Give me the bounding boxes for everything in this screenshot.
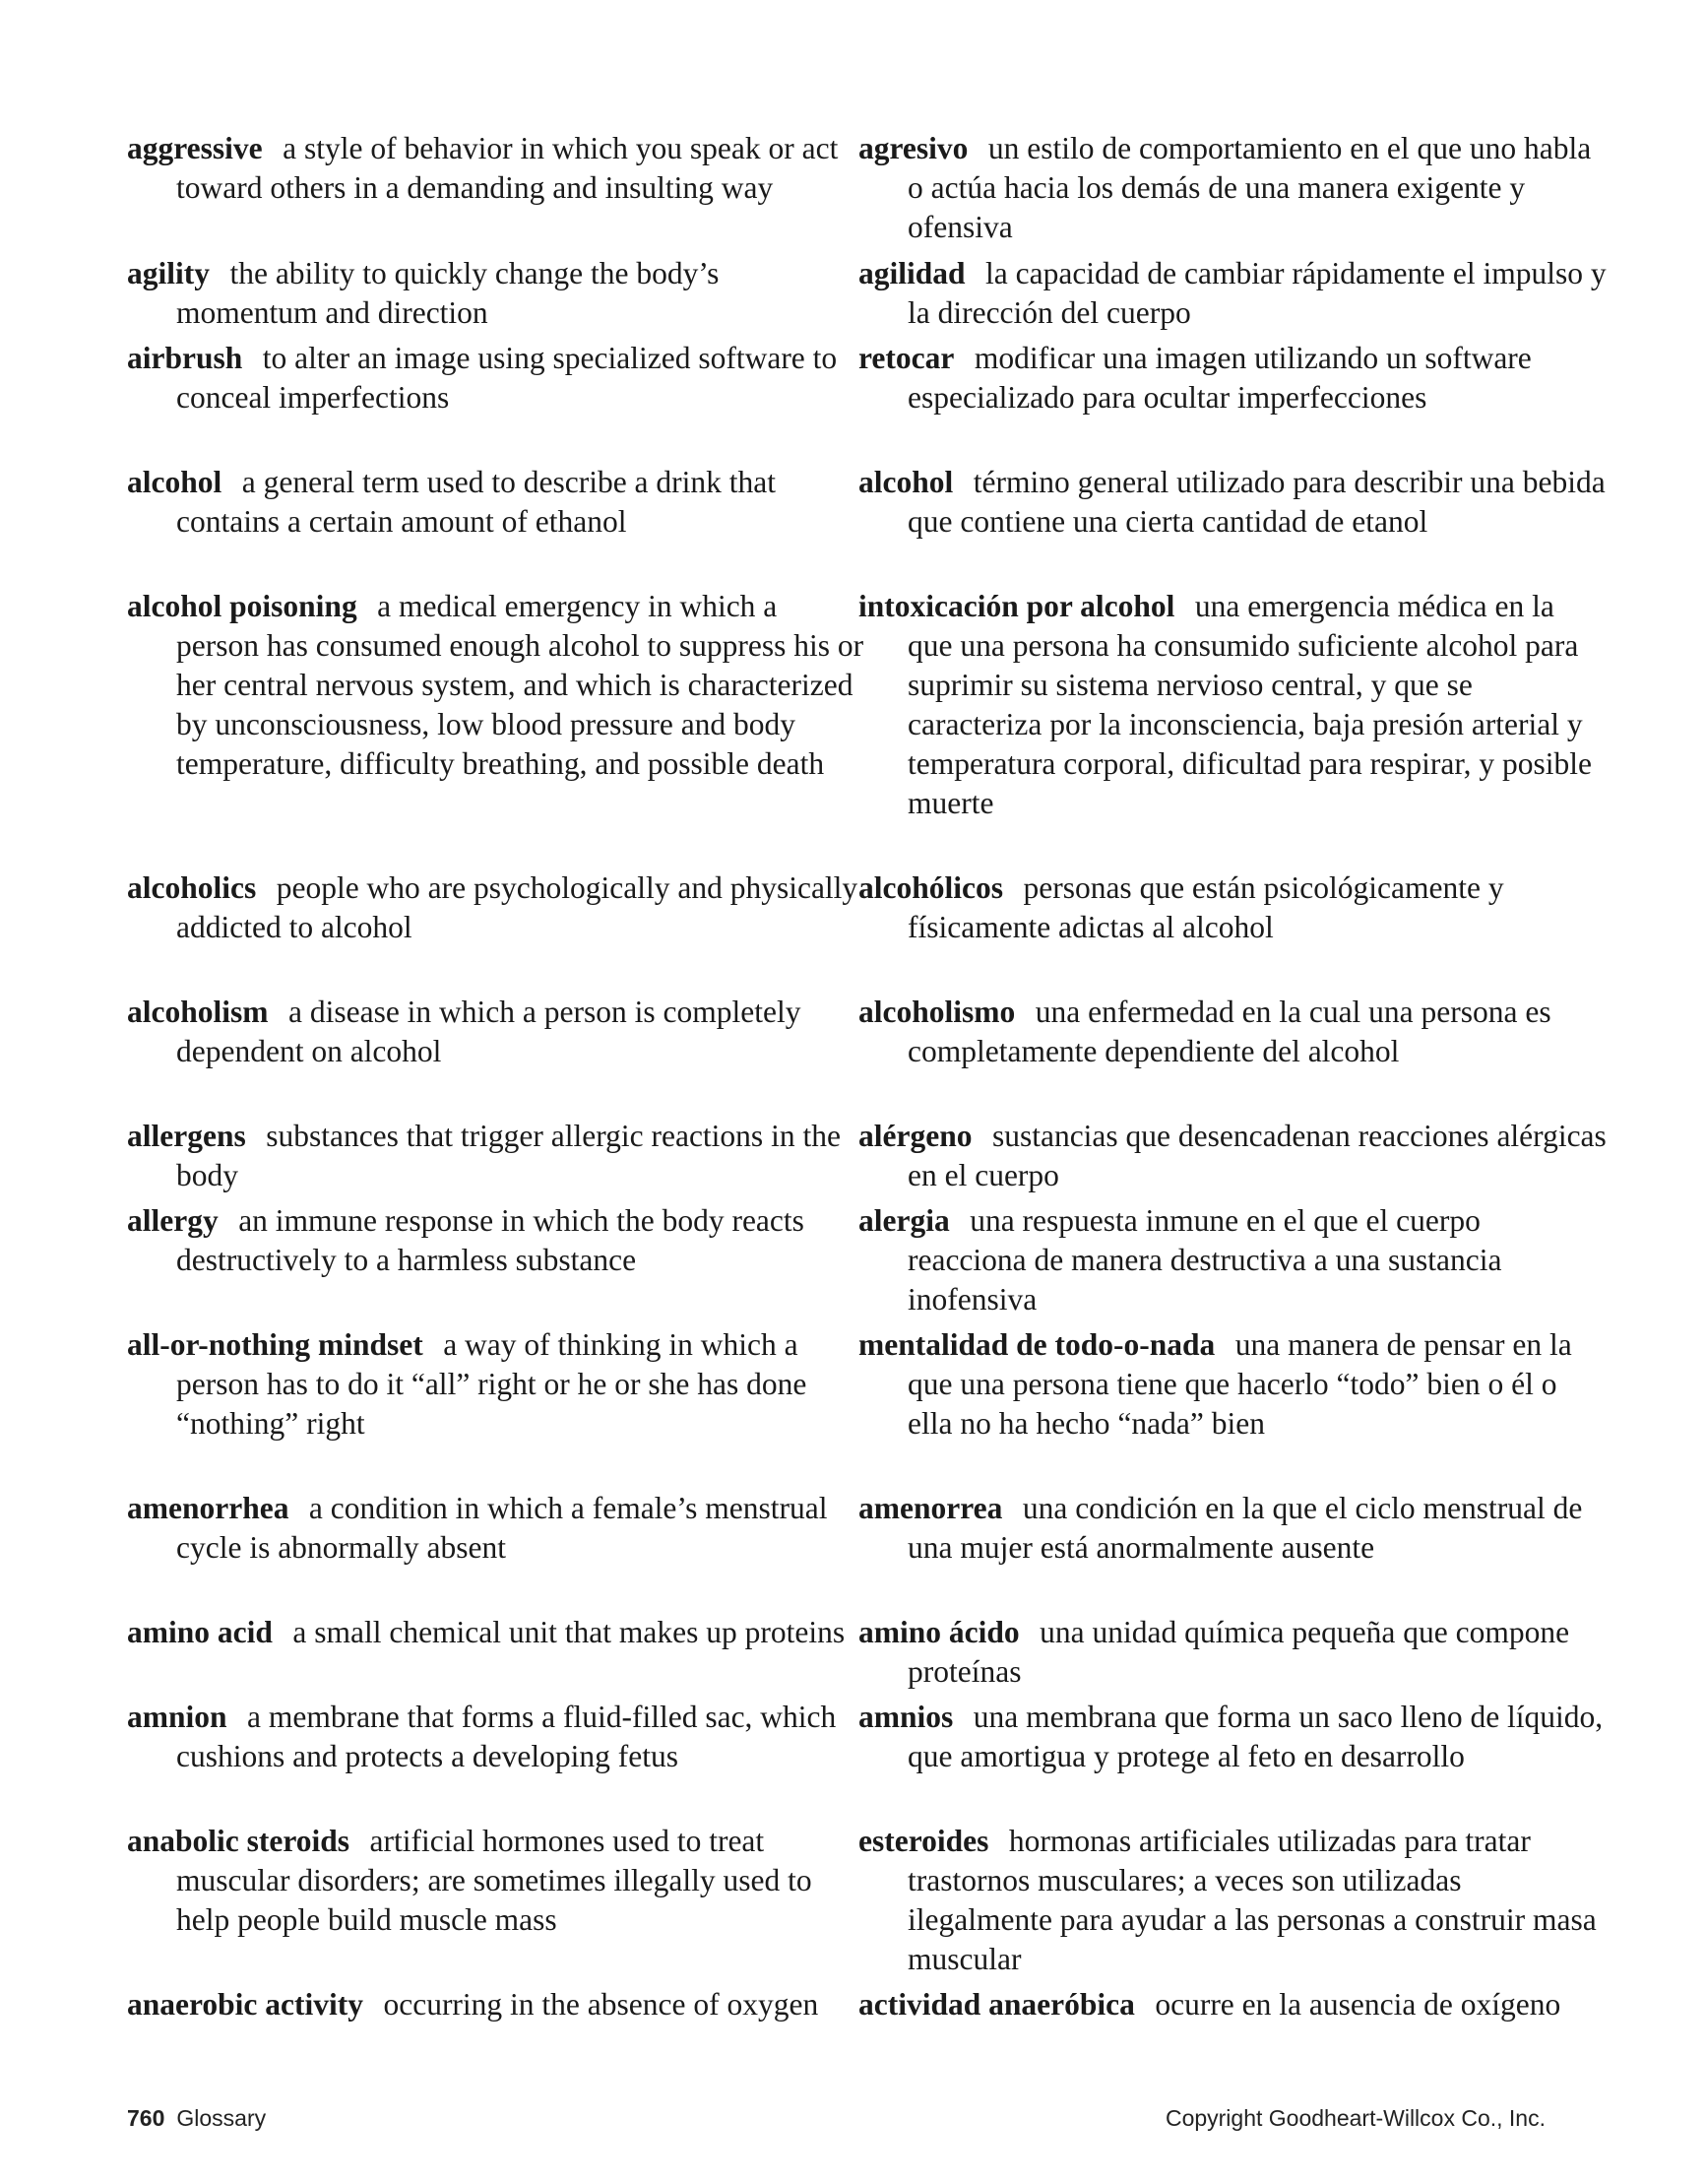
glossary-term: agilidad: [858, 256, 966, 290]
glossary-term: mentalidad de todo-o-nada: [858, 1327, 1216, 1362]
glossary-entry-intoxicacion-por-alcohol: [858, 587, 1607, 823]
glossary-entry-agilidad: [858, 254, 1607, 333]
glossary-entry-alergeno: [858, 1117, 1607, 1195]
glossary-term: agility: [127, 256, 210, 290]
glossary-definition: una condición en la que el ciclo menstrual de una mujer está anormalmente ausente: [908, 1491, 1583, 1565]
glossary-entry-alcoholism: [127, 993, 865, 1071]
glossary-definition: una membrana que forma un saco lleno de líquido, que amortigua y protege al feto en desarrollo: [908, 1700, 1604, 1773]
glossary-definition: a medical emergency in which a person has consumed enough alcohol to suppress his or her central nervous system, and which is characterized by unconsciousness, low blood pressure and body temperature, difficulty breathing, and possible death: [176, 589, 864, 781]
glossary-entry-amino-acid: [127, 1613, 865, 1652]
glossary-definition: substances that trigger allergic reactions in the body: [176, 1119, 841, 1192]
glossary-definition: una unidad química pequeña que compone proteínas: [908, 1615, 1570, 1689]
glossary-term: amnion: [127, 1700, 227, 1734]
glossary-entry-amenorrhea: [127, 1489, 865, 1568]
glossary-entry-amino-acido: [858, 1613, 1607, 1692]
page-footer-left: [127, 2103, 266, 2133]
glossary-definition: to alter an image using specialized software to conceal imperfections: [176, 341, 838, 415]
glossary-term: alcohol: [858, 465, 954, 499]
glossary-entry-alcohol-poisoning: [127, 587, 865, 784]
glossary-entry-retocar: [858, 339, 1607, 418]
glossary-definition: término general utilizado para describir una bebida que contiene una cierta cantidad de etanol: [908, 465, 1606, 539]
glossary-definition: artificial hormones used to treat muscular disorders; are sometimes illegally used to help people build muscle mass: [176, 1824, 812, 1937]
glossary-term: anaerobic activity: [127, 1987, 364, 2022]
glossary-term: amenorrhea: [127, 1491, 289, 1525]
glossary-term: alcoholics: [127, 870, 257, 905]
glossary-definition: a general term used to describe a drink that contains a certain amount of ethanol: [176, 465, 777, 539]
glossary-entry-alcoholismo: [858, 993, 1607, 1071]
glossary-term: retocar: [858, 341, 955, 375]
glossary-entry-airbrush: [127, 339, 865, 418]
glossary-term: aggressive: [127, 131, 263, 165]
glossary-term: allergy: [127, 1203, 219, 1238]
glossary-entry-amenorrea: [858, 1489, 1607, 1568]
glossary-definition: hormonas artificiales utilizadas para tratar trastornos musculares; a veces son utilizadas ilegalmente para ayudar a las personas a construir masa muscular: [908, 1824, 1597, 1976]
glossary-entry-actividad-anaerobica: [858, 1985, 1607, 2024]
glossary-entry-alcoholicos: [858, 868, 1607, 947]
glossary-entry-allergens: [127, 1117, 865, 1195]
copyright-notice: Copyright Goodheart-Willcox Co., Inc.: [1165, 2105, 1546, 2131]
glossary-term: agresivo: [858, 131, 969, 165]
glossary-definition: ocurre en la ausencia de oxígeno: [1155, 1987, 1561, 2022]
glossary-term: amnios: [858, 1700, 954, 1734]
glossary-definition: una enfermedad en la cual una persona es completamente dependiente del alcohol: [908, 995, 1551, 1068]
glossary-term: amino acid: [127, 1615, 273, 1649]
glossary-term: alérgeno: [858, 1119, 973, 1153]
glossary-term: intoxicación por alcohol: [858, 589, 1175, 623]
glossary-entry-alergia: [858, 1201, 1607, 1319]
glossary-term: alcoholismo: [858, 995, 1016, 1029]
glossary-term: alcohol poisoning: [127, 589, 357, 623]
glossary-entry-allergy: [127, 1201, 865, 1280]
glossary-definition: personas que están psicológicamente y físicamente adictas al alcohol: [908, 870, 1504, 944]
glossary-term: airbrush: [127, 341, 243, 375]
glossary-entry-anaerobic-activity: [127, 1985, 865, 2024]
glossary-definition: la capacidad de cambiar rápidamente el impulso y la dirección del cuerpo: [908, 256, 1607, 330]
glossary-term: actividad anaeróbica: [858, 1987, 1135, 2022]
glossary-definition: a small chemical unit that makes up proteins: [292, 1615, 846, 1649]
glossary-entry-alcoholics: [127, 868, 865, 947]
section-name: Glossary: [176, 2105, 267, 2131]
glossary-entry-agresivo: [858, 129, 1607, 247]
glossary-definition: un estilo de comportamiento en el que uno habla o actúa hacia los demás de una manera exigente y ofensiva: [908, 131, 1592, 244]
glossary-term: esteroides: [858, 1824, 989, 1858]
glossary-definition: una emergencia médica en la que una persona ha consumido suficiente alcohol para suprimir su sistema nervioso central, y que se caracteriza por la inconsciencia, baja presión arterial y temperatura corporal, dificultad para respirar, y posible muerte: [908, 589, 1592, 820]
glossary-entry-mentalidad-de-todo-o-nada: [858, 1325, 1607, 1444]
glossary-definition: people who are psychologically and physically addicted to alcohol: [176, 870, 858, 944]
glossary-definition: a condition in which a female’s menstrual cycle is abnormally absent: [176, 1491, 828, 1565]
glossary-definition: a way of thinking in which a person has to do it “all” right or he or she has done “nothing” right: [176, 1327, 807, 1441]
glossary-definition: occurring in the absence of oxygen: [383, 1987, 819, 2022]
glossary-term: alcohólicos: [858, 870, 1003, 905]
glossary-entry-agility: [127, 254, 865, 333]
glossary-entry-all-or-nothing-mindset: [127, 1325, 865, 1444]
glossary-definition: una respuesta inmune en el que el cuerpo reacciona de manera destructiva a una sustancia inofensiva: [908, 1203, 1502, 1317]
glossary-definition: modificar una imagen utilizando un software especializado para ocultar imperfecciones: [908, 341, 1532, 415]
glossary-term: allergens: [127, 1119, 246, 1153]
glossary-entry-esteroides: [858, 1822, 1607, 1979]
glossary-term: amenorrea: [858, 1491, 1003, 1525]
glossary-entry-alcohol-es: [858, 463, 1607, 542]
glossary-definition: sustancias que desencadenan reacciones alérgicas en el cuerpo: [908, 1119, 1607, 1192]
page-number: 760: [127, 2105, 165, 2131]
glossary-term: alcohol: [127, 465, 222, 499]
glossary-entry-aggressive: [127, 129, 865, 208]
glossary-entry-anabolic-steroids: [127, 1822, 865, 1940]
glossary-definition: a style of behavior in which you speak or act toward others in a demanding and insulting way: [176, 131, 839, 205]
glossary-term: all-or-nothing mindset: [127, 1327, 423, 1362]
glossary-term: alcoholism: [127, 995, 269, 1029]
glossary-entry-alcohol: [127, 463, 865, 542]
glossary-term: amino ácido: [858, 1615, 1020, 1649]
glossary-entry-amnios: [858, 1698, 1607, 1776]
glossary-definition: a membrane that forms a fluid-filled sac, which cushions and protects a developing fetus: [176, 1700, 837, 1773]
glossary-entry-amnion: [127, 1698, 865, 1776]
glossary-definition: an immune response in which the body reacts destructively to a harmless substance: [176, 1203, 804, 1277]
glossary-definition: una manera de pensar en la que una persona tiene que hacerlo “todo” bien o él o ella no ha hecho “nada” bien: [908, 1327, 1572, 1441]
glossary-term: alergia: [858, 1203, 950, 1238]
glossary-definition: the ability to quickly change the body’s momentum and direction: [176, 256, 720, 330]
glossary-term: anabolic steroids: [127, 1824, 350, 1858]
glossary-definition: a disease in which a person is completely dependent on alcohol: [176, 995, 801, 1068]
